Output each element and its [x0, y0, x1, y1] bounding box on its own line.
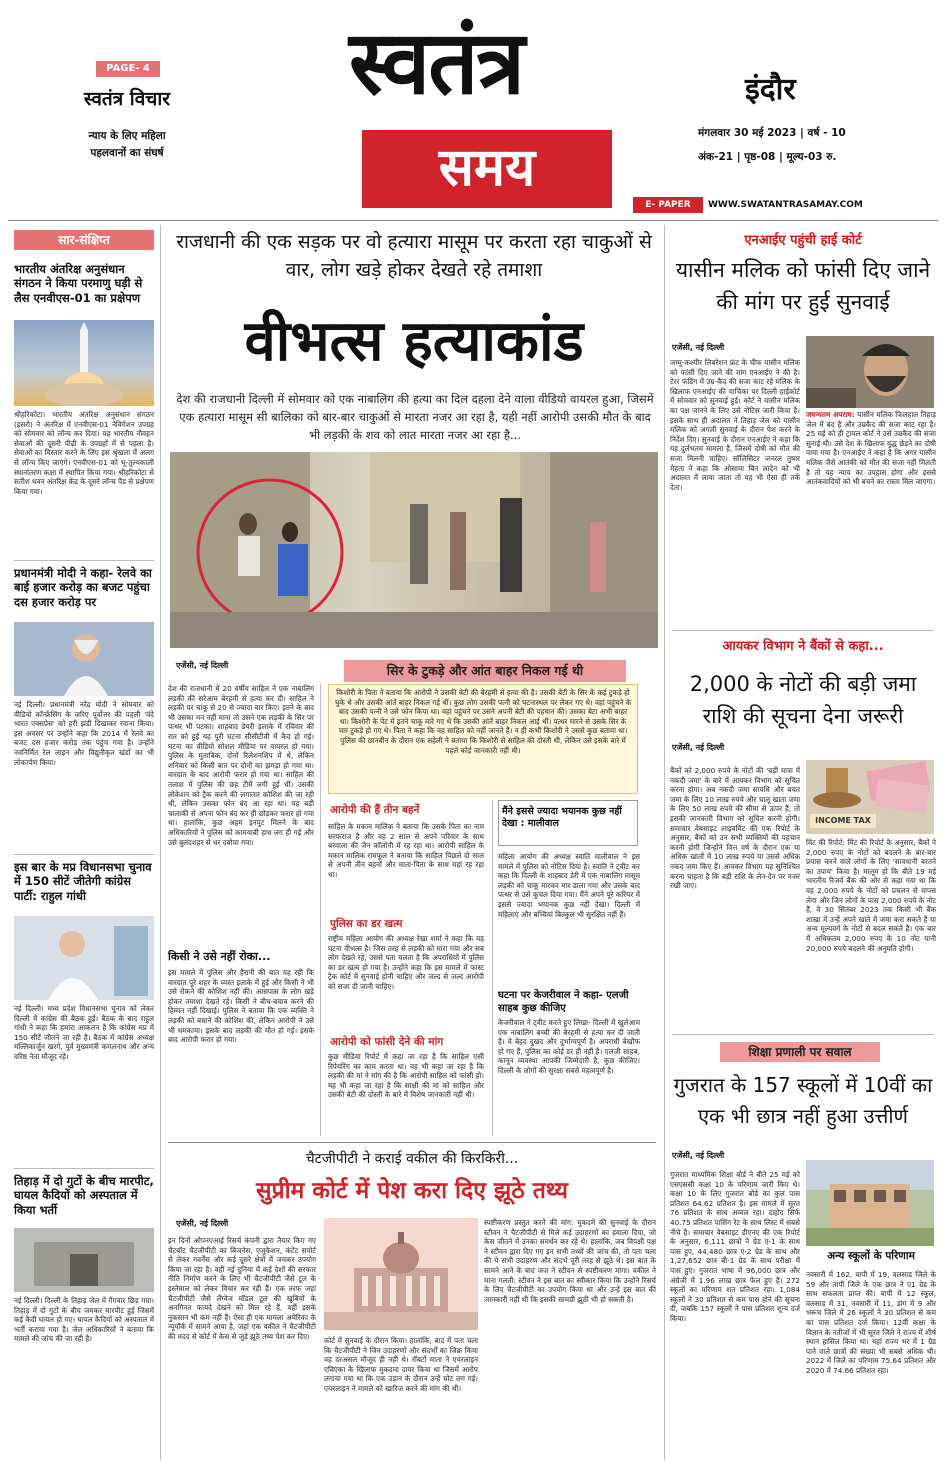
- school-building-photo: [806, 1160, 934, 1246]
- kejriwal-body: केजरीवाल ने ट्वीट करते हुए लिखा- दिल्ली में खुलेआम एक नाबालिग बच्ची की बेरहमी से हत्या कर दी जाती है। ये बेहद दुखद और दुर्भाग्यपूर्ण है। अपराधी बेखौफ हो गए हैं, पुलिस का कोई डर ही नहीं है। एलजी साहब, कानून व्यवस्था आपकी जिम्मेदारी है, कुछ कीजिए। दिल्ली के लोगों की सुरक्षा सबसे महत्वपूर्ण है।: [498, 1018, 640, 1075]
- yasin-body: जम्मू-कश्मीर लिबरेशन फ्रंट के चीफ यासीन मलिक को फांसी दिए जाने की मांग एनआईए ने की है। टेरर फंडिंग में उम्र-कैद की सजा काट रहे मलिक के खिलाफ एनआईए की याचिका पर दिल्ली हाईकोर्ट में सोमवार को सुनवाई हुई। कोर्ट ने यासीन मलिक का पक्ष जानने के लिए उसे नोटिस जारी किया है। इसके साथ ही अदालत ने तिहाड़ जेल को यासीन मलिक को अगली सुनवाई के दौरान पेश करने के निर्देश दिए। सुनवाई के दौरान एनआईए ने कहा कि यह दुर्लभतम मामला है, जिसमें दोषी को मौत की सजा मिलनी चाहिए। सॉलिसिटर जनरल तुषार मेहता ने कहा कि ओसामा बिन लादेन को भी अदालत में लाया जाता तो वह भी ऐसा ही तर्क देता।: [670, 358, 800, 492]
- left-story-4-headline: तिहाड़ में दो गुटों के बीच मारपीट, घायल कैदियों को अस्पताल में किया भर्ती: [14, 1174, 154, 1217]
- main-col2-body-3: कुछ मीडिया रिपोर्ट में कहा जा रहा है कि साहिल एसी रिपेयरिंग का काम करता था। वह भी कहा जा रहा है कि लड़की की मां ने मांग की है कि आरोपी साहिल को फांसी हो। यह भी कहा जा रहा है कि साक्षी की मां को साहिल और उसकी बेटी की दोस्ती के बारे में विशेष जानकारी नहीं थी।: [328, 1052, 484, 1100]
- kejriwal-headline: घटना पर केजरीवाल ने कहा- एलजी साहब कुछ कीजिए: [498, 990, 629, 1014]
- education-label: शिक्षा प्रणाली पर सवाल: [720, 1042, 880, 1062]
- main-kicker: राजधानी की एक सड़क पर वो हत्यारा मासूम पर करता रहा चाकुओं से वार, लोग खड़े होकर देखते रहे तमाशा: [176, 231, 652, 281]
- left-story-3-headline: इस बार के मप्र विधानसभा चुनाव में 150 सीटें जीतेगी कांग्रेस पार्टी: राहुल गांधी: [14, 860, 152, 903]
- main-col1-body-2: इस मामले में पुलिस और हैरानी की बात यह रही कि वारदात पूरे शहर के व्यस्त इलाके में हुई और किसी ने भी उसे रोकने की कोशिश नहीं की। आसपास के लोग खड़े होकर तमाशा देखते रहे। किसी ने बीच-बचाव करने की हिम्मत नहीं दिखाई। पुलिस ने बताया कि एक व्यक्ति ने लड़की को बचाने की कोशिश की, लेकिन आरोपी ने उसे भी धमकाया। इसके बाद लड़की की मौत हो गई। इसके बाद आरोपी फरार हो गया।: [168, 968, 314, 1045]
- website-link[interactable]: WWW.SWATANTRASAMAY.COM: [708, 200, 863, 210]
- yasin-byline: एजेंसी, नई दिल्ली: [672, 343, 725, 352]
- chatgpt-byline: एजेंसी, नई दिल्ली: [176, 1219, 229, 1228]
- main-col1-body: देश की राजधानी में 20 वर्षीय साहिल ने एक नाबालिग लड़की की सरेआम बेरहमी से हत्या कर दी। साहिल ने लड़की पर चाकू से 20 से ज्यादा वार किए। इतने के बाद भी उसका मन नहीं माना तो उसने एक लड़की के सिर पर पत्थर भी पटका। शाहबाद डेयरी इलाके में रविवार की रात को हुई यह पूरी घटना सीसीटीवी में कैद हो गई। घटना का वीडियो सोशल मीडिया पर वायरल हो गया। पुलिस के मुताबिक, दोनों रिलेशनशिप में थे, लेकिन शनिवार को किसी बात पर दोनों का झगड़ा हो गया था। वारदात के बाद आरोपी फरार हो गया था। साहिल की तलाश में पुलिस की छह टीमें लगी हुई थीं। उसकी लोकेशन को ट्रैक करने की लगातार कोशिश की जा रही थी, लेकिन उसका फोन बंद आ रहा था। यह बड़ी चालाकी से अपना फोन बंद कर ही छोड़कर फरार हो गया था। हालांकि, कुछ अहम इनपुट मिलने के बाद अधिकारियों ने पुलिस को कामयाबी हाथ लग ही गई और उसे बुलंदशहर से धर दबोचा गया।: [168, 684, 314, 847]
- note-deposit-headline: 2,000 के नोटों की बड़ी जमा राशि की सूचना देना जरूरी: [689, 672, 917, 728]
- chatgpt-col1: इन दिनों ओपनएआई रिसर्च कंपनी द्वारा तैयार किए गए चैटबॉट चैटजीपीटी का बिजनेस, एजुकेशन, कंटेंट सपोर्ट से लेकर गवर्नेंस और कई दूसरे क्षेत्रों में जमकर उपयोग किया जा रहा है। वहीं नई दुनिया में कई देशों की सरकार नीति निर्माण करने के लिए भी चैटजीपीटी जैसे टूल के इस्तेमाल को लेकर विचार कर रही हैं। एक तरफ जहां चैटजीपीटी जैसे लैंग्वेज मॉडल टूल की खूबियों के अनगिनत फायदे देखने को मिल रहे हैं, वहीं इसके नुकसान भी कम नहीं हैं। ऐसा ही एक मामला अमेरिका के न्यूयॉर्क में सामने आया है, जहां एक वकील ने चैटजीपीटी की मदद से कोर्ट में केस से जुड़े झूठे तथ्य पेश कर दिए।: [168, 1236, 316, 1341]
- tihar-jail-photo: [14, 1228, 154, 1292]
- rahul-gandhi-photo: [14, 916, 154, 1000]
- main-subhead: सिर के टुकड़े और आंत बाहर निकल गई थी: [344, 660, 626, 682]
- pm-modi-photo: [14, 622, 154, 696]
- section-subtitle-1: न्याय के लिए महिला: [88, 130, 166, 142]
- gujarat-schools-headline: गुजरात के 157 स्कूलों में 10वीं का एक भी छात्र नहीं हुआ उत्तीर्ण: [673, 1073, 933, 1128]
- main-col2-body-1: साहिल के मकान मालिक ने बताया कि उसके पिता का नाम सरफराज है और वह 2 साल से अपने परिवार के साथ बरवाला की जैन कॉलोनी में रह रहा था। आरोपी साहिल के मकान मालिक रामफूल ने बताया कि साहिल पिछले दो साल से अपनी तीन बहनों और माता-पिता के साथ यहां रह रहा था।: [328, 822, 484, 879]
- rocket-launch-photo: [14, 320, 154, 406]
- income-tax-label: आयकर विभाग ने बैंकों से कहा...: [722, 639, 884, 654]
- nia-label: एनआईए पहुंची हाई कोर्ट: [744, 233, 862, 248]
- left-story-2-body: नई दिल्ली। प्रधानमंत्री नरेंद्र मोदी ने सोमवार को वीडियो कॉन्फ्रेंसिंग के जरिए पूर्वोत्तर की पहली 'वंदे भारत एक्सप्रेस' को हरी झंडी दिखाकर रवाना किया। इस अवसर पर उन्होंने कहा कि 2014 में रेलवे का बजट दस हजार करोड़ तक पहुंच गया है। उन्होंने नवनिर्मित रेल लाइन और विद्युतीकृत खंडों का भी लोकार्पण किया।: [14, 700, 154, 767]
- masthead-logo-top: स्वतंत्र: [349, 11, 523, 114]
- gujarat-body: गुजरात माध्यमिक शिक्षा बोर्ड ने बीते 25 मई को एसएससी कक्षा 10 के परिणाम जारी किए थे। कक्षा 10 के लिए गुजरात बोर्ड का कुल पास प्रतिशत 64.62 प्रतिशत है। इस मामले में सूरत 76 प्रतिशत के साथ अव्वल रहा। दाहोद सिर्फ 40.75 प्रतिशत पासिंग रेट के साथ लिस्ट में सबसे नीचे है। समाचार वेबसाइट डीएनए की एक रिपोर्ट के अनुसार, 6,111 छात्रों ने ग्रेड ए-1 के साथ पास हुए, 44,480 छात्र ए-2 ग्रेड के साथ और 1,27,652 छात्र बी-1 ग्रेड के साथ परीक्षा में पास हुए। गुजरात भाषा में 96,000 छात्र और अंग्रेजी में 1.96 लाख छात्र फेल हुए हैं। 272 स्कूलों का परिणाम शत प्रतिशत रहा। 1,084 स्कूलों ने 30 प्रतिशत से कम पास होने की सूचना दी, जबकि 157 स्कूलों ने पास प्रतिशत शून्य दर्ज किया।: [670, 1170, 800, 1323]
- chatgpt-kicker: चैटजीपीटी ने कराई वकील की किरकिरी...: [305, 1151, 519, 1167]
- section-subtitle-2: पहलवानों का संघर्ष: [90, 147, 164, 159]
- main-col1-subhead: किसी ने उसे नहीं रोका...: [168, 950, 271, 963]
- epaper-label: E- PAPER: [633, 197, 703, 213]
- main-col2-subhead-3: आरोपी को फांसी देने की मांग: [330, 1036, 444, 1048]
- gujarat-byline: एजेंसी, नई दिल्ली: [672, 1151, 725, 1160]
- page-number-badge: PAGE- 4: [96, 61, 160, 77]
- left-story-4-body: नई दिल्ली। दिल्ली के तिहाड़ जेल में गैंगवार छिड़ गया। तिहाड़ में दो गुटों के बीच जमकर मारपीट हुई जिसमें कई कैदी घायल हो गए। घायल कैदियों को अस्पताल में भर्ती कराया गया है। जेल अधिकारियों ने बताया कि मामले की जांच की जा रही है।: [14, 1296, 154, 1344]
- note-deposit-body: बैंकों को 2,000 रुपये के नोटों की 'बड़ी मात्रा में नकदी जमा' के बारे में आयकर विभाग को सूचित करना होगा। अब नकदी जमा सावधि और बचत जमा के लिए 10 लाख रुपये और चालू खाता जमा के लिए 50 लाख रुपये की सीमा से ऊपर हैं, तो इसकी जानकारी विभाग को सूचित करनी होगी। समाचार वेबसाइट लाइवमिंट की एक रिपोर्ट के अनुसार, बैंकों को उन सभी व्यक्तियों की पहचान करनी होगी जिन्होंने वित्त वर्ष के दौरान एक या अधिक खातों में 10 लाख रुपये या उससे अधिक नकद जमा किए हैं। आयकर विभाग यह सुनिश्चित करना चाहता है कि बड़ी राशि के लेन-देन पर नजर रखी जाए।: [670, 766, 800, 891]
- chatgpt-col2: कोर्ट में सुनवाई के दौरान किया। हालांकि, बाद में पता चला कि चैटजीपीटी ने जिन उदाहरणों और संदर्भों का जिक्र किया वह दरअसल मौजूद ही नहीं थे। रॉबर्टो माता ने एयरलाइन एविएंका के खिलाफ मुकदमा दायर किया था जिसमें आरोप लगाया गया था कि एक उड़ान के दौरान उन्हें चोट लग गई। एयरलाइन ने मामले को खारिज करने की मांग की थी।: [324, 1336, 478, 1393]
- gujarat-body-2: नवसारी में 162, वापी में 19, वलसाड जिले के 59 और तापी जिले के एक छात्र ने ए1 ग्रेड के साथ सफलता प्राप्त की। वापी में 12 स्कूल, वलसाड में 31, नवसारी में 11, डांग में 9 और भरूच जिले में 26 स्कूलों ने 30 प्रतिशत से कम का पास प्रतिशत दर्ज किया। 12वीं कक्षा के विज्ञान के नतीजों में भी सूरत जिले ने राज्य में शीर्ष स्थान हासिल किया था। यहां राज्य भर में 1 ग्रेड पाने वाले छात्रों की संख्या भी सबसे अधिक थी। 2022 में जिले का परिणाम 75.64 प्रतिशत और 2020 में 74.66 प्रतिशत रहा।: [806, 1270, 936, 1375]
- section-title: स्वतंत्र विचार: [83, 88, 171, 110]
- note-deposit-byline: एजेंसी, नई दिल्ली: [672, 743, 725, 752]
- left-story-3-body: नई दिल्ली। मध्य प्रदेश विधानसभा चुनाव को लेकर दिल्ली में कांग्रेस की बैठक हुई। बैठक के बाद राहुल गांधी ने कहा कि हमारा आकलन है कि कांग्रेस मप्र में 150 सीटें जीतने जा रही है। बैठक में कांग्रेस अध्यक्ष मल्लिकार्जुन खरगे, पूर्व मुख्यमंत्री कमलनाथ और अन्य वरिष्ठ नेता मौजूद रहे।: [14, 1004, 154, 1061]
- main-col2-body: किशोरी के पिता ने बताया कि आरोपी ने उसकी बेटी की बेरहमी से हत्या की है। उसकी बेटी के सिर के कई टुकड़े हो चुके थे और उसकी आंतें बाहर निकल गई थीं। कुछ लोग उसकी पत्नी को घटनास्थल पर लेकर गए थे। वहां पहुंचने के बाद उसकी पत्नी ने उसे फोन किया था। वहां पहुंचने पर उसने अपनी बेटी की पहचान की। उसका बेटा अभी बाहर था। किशोरी के पेट में इतने चाकू मारे गए थे कि उसकी आंतें बाहर निकल आई थीं। पत्थर मारने से उसके सिर के चार टुकड़े हो गए थे। पिता ने कहा कि वह साहिल को नहीं जानते हैं। न ही कभी किशोरी ने उससे कुछ बताया था। पुलिस की छानबीन के दौरान एक सहेली ने बताया कि किशोरी से साहिल की दोस्ती थी, लेकिन उसे इसके बारे में पहले कोई जानकारी नहीं थी।: [334, 688, 632, 755]
- sar-sankshipt-label: सार-संक्षिप्त: [14, 230, 154, 250]
- main-byline: एजेंसी, नई दिल्ली: [176, 661, 229, 670]
- yasin-photo-caption: जघन्यतम अपराध:: [806, 410, 855, 419]
- other-schools-caption: अन्य स्कूलों के परिणाम: [827, 1250, 915, 1262]
- yasin-malik-photo: [806, 336, 934, 408]
- main-col2-subhead-1: आरोपी की हैं तीन बहनें: [330, 804, 420, 816]
- income-tax-stamp-text: INCOME TAX: [810, 814, 876, 828]
- supreme-court-photo: [324, 1218, 478, 1330]
- note-deposit-body-2: मिंट की रिपोर्ट: मिंट की रिपोर्ट के अनुसार, बैंकों ने 2,000 रुपए के नोटों को बदलने के बार-बार प्रयास करने वाले लोगों के लिए 'सावधानी बरतने का उपाय' किया है। मालूम हो कि बीते 19 मई भारतीय रिजर्व बैंक की ओर से कहा गया था कि वह 2,000 रुपये के नोटों को प्रचलन से वापस लेगा और जिन लोगों के पास 2,000 रुपये के नोट हैं, वे 30 सितंबर 2023 तक किसी भी बैंक शाखा में उन्हें अपने खाते में जमा करा सकते हैं या अन्य मूल्यवर्ग के नोटों से बदल सकते हैं। एक बार में अधिकतम 2,000 रुपए के 10 नोट यानी 20,000 रुपये बदलने की अनुमति होगी।: [806, 838, 936, 953]
- chatgpt-col3: स्पष्टीकरण प्रस्तुत करने की मांग: मुकदमे की सुनवाई के दौरान स्टीवन ने चैटजीपीटी से मिले कई उदाहरणों का हवाला दिया, जो केस जीतने में उनका समर्थन कर रहे थे। हालांकि, जब विपक्षी पक्ष ने स्टीवन द्वारा दिए गए इन सभी तथ्यों की जांच की, तो पता चला की ये सभी उदाहरण और संदर्भ पूरी तरह से झूठे थे। इस बात के सामने आने के बाद जज ने स्टीवन से स्पष्टीकरण मांगा। वकील ने माना गलती: स्टीवन ने इस बात का स्वीकार किया कि उन्होंने रिसर्च के लिए चैटजीपीटी का उपयोग किया था और उन्हें इस बात की जानकारी नहीं थी कि इसकी सामग्री झूठी भी हो सकती है।: [484, 1218, 656, 1304]
- left-story-1-headline: भारतीय अंतरिक्ष अनुसंधान संगठन ने किया परमाणु घड़ी से लैस एनवीएस-01 का प्रक्षेपण: [14, 262, 143, 305]
- yasin-photo-caption-body: [806, 410, 936, 624]
- main-col2-body-2: राष्ट्रीय महिला आयोग की अध्यक्ष रेखा शर्मा ने कहा कि यह घटना वीभत्स है। जिस तरह से लड़की को मारा गया और सब लोग देखते रहे, उससे पता चलता है कि अपराधियों में पुलिस का डर खत्म हो गया है। उन्होंने कहा कि इस मामले में फास्ट ट्रैक कोर्ट में सुनवाई होनी चाहिए और जल्द से जल्द आरोपी को सजा दी जानी चाहिए।: [328, 934, 484, 991]
- left-story-1-body: श्रीहरिकोटा। भारतीय अंतरिक्ष अनुसंधान संगठन (इसरो) ने अंतरिक्ष में एनवीएस-01 नेविगेशन उपग्रह को सोमवार को लॉन्च कर दिया। यह भारतीय नौवहन सेवाओं की दूसरी पीढ़ी के उपग्रहों में से पहला है। सेवाओं का विस्तार करने के लिए इस श्रृंखला में अलग से लॉन्च किए जाएंगे। एनवीएस-01 को भू-तुल्यकाली स्थानांतरण कक्षा में स्थापित किया गया। श्रीहरिकोटा से सतीश धवन अंतरिक्ष केंद्र के दूसरे लॉन्च पैड से प्रक्षेपण किया गया।: [14, 410, 154, 496]
- maliwal-headline: मैंने इससे ज्यादा भयानक कुछ नहीं देखा : मालीवाल: [502, 806, 622, 829]
- city-name: इंदौर: [745, 72, 796, 107]
- date-line: मंगलवार 30 मई 2023 | वर्ष - 10: [698, 127, 846, 139]
- masthead-logo-bottom: समय: [362, 130, 612, 208]
- yasin-body-2: यासीन मलिक फिलहाल तिहाड़ जेल में बंद है और उम्रकैद की सजा काट रहा है। 25 मई को ही ट्रायल कोर्ट ने उसे उम्रकैद की सजा सुनाई थी। उसे देश के खिलाफ युद्ध छेड़ने का दोषी पाया गया है। एनआईए ने कहा है कि अगर यासीन मलिक जैसे आतंकी को मौत की सजा नहीं मिलती है तो यह न्याय का उपहास होगा और इससे आतंकवादियों को भी बचने का रास्ता मिल जाएगा।: [806, 410, 936, 487]
- issue-line: अंक-21 | पृष्ठ-08 | मूल्य-03 रु.: [698, 151, 837, 163]
- main-intro: देश की राजधानी दिल्ली में सोमवार को एक नाबालिग की हत्या का दिल दहला देने वाला वीडियो वायरल हुआ, जिसमें एक हत्यारा मासूम सी बालिका को बार-बार चाकुओं से मारता नजर आ रहा है, यही नहीं आरोपी उसकी मौत के बाद भी लड़की के शव को लात मारता नजर आ रहा है...: [176, 392, 654, 442]
- maliwal-body: महिला आयोग की अध्यक्ष स्वाति मालीवाल ने इस मामले में पुलिस को नोटिस दिया है। स्वाति ने ट्वीट कर कहा कि दिल्ली के शाहबाद डेरी में एक नाबालिग मासूम लड़की को चाकू मारकर मार डाला गया और उसके बाद पत्थर से उसे कुचल दिया गया। मैंने अपने पूरे करियर में इससे ज्यादा भयानक कुछ नहीं देखा। दिल्ली में महिलाएं और बच्चियां बिल्कुल भी सुरक्षित नहीं हैं।: [498, 852, 640, 919]
- yasin-malik-headline: यासीन मलिक को फांसी दिए जाने की मांग पर हुई सुनवाई: [675, 258, 931, 314]
- left-story-2-headline: प्रधानमंत्री मोदी ने कहा- रेलवे का बाई हजार करोड़ का बजट पहुंचा दस हजार करोड़ पर: [14, 566, 152, 609]
- cctv-crime-photo: [170, 452, 658, 648]
- main-col2-subhead-2: पुलिस का डर खत्म: [330, 918, 403, 930]
- chatgpt-headline: सुप्रीम कोर्ट में पेश करा दिए झूठे तथ्य: [255, 1178, 569, 1204]
- main-headline: वीभत्स हत्याकांड: [244, 309, 584, 374]
